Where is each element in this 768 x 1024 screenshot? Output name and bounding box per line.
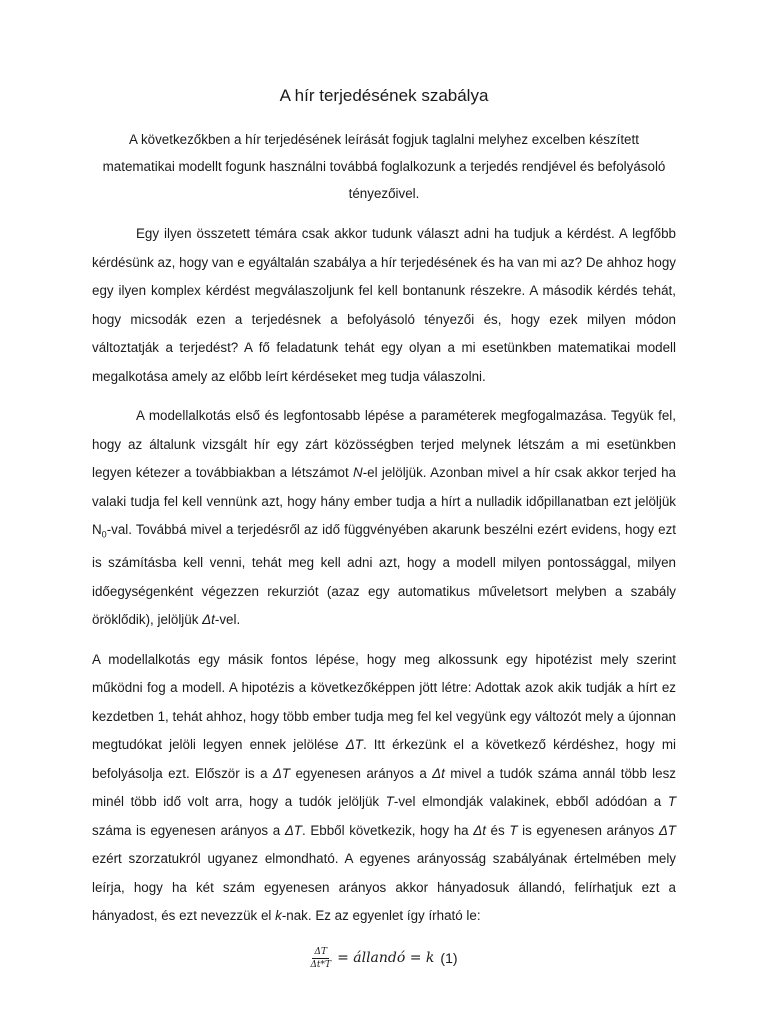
text-run: -vel elmondják valakinek, ebből adódóan a bbox=[393, 794, 668, 810]
symbol-delta-t: Δt bbox=[202, 612, 215, 628]
text-run: ezért szorzatukról ugyanez elmondható. A egyenes arányosság szabályának értelmében mely leírja, hogy ha két szám egyenesen arányos akkor hányadosuk állandó, felírhatjuk ezt a hányadost, és ezt nevezzük el bbox=[92, 851, 676, 924]
equation-number: (1) bbox=[440, 950, 458, 967]
symbol-delta-T: ΔT bbox=[658, 822, 676, 838]
symbol-N: N bbox=[353, 465, 363, 480]
text-run: . Itt érkezünk el a következő kérdéshez, hogy mi befolyásolja ezt. Először is a bbox=[92, 737, 676, 781]
text-run: egyenesen arányos a bbox=[290, 765, 433, 781]
symbol-delta-t: Δt bbox=[473, 822, 486, 838]
text-run: -vel. bbox=[214, 612, 241, 628]
text-run: . Ebből következik, hogy ha bbox=[301, 822, 474, 838]
equation-1 bbox=[92, 947, 676, 970]
symbol-T: T bbox=[509, 822, 518, 838]
paragraph-3 bbox=[92, 646, 676, 931]
text-run: száma is egyenesen arányos a bbox=[92, 822, 285, 838]
subscript-zero: 0 bbox=[101, 529, 107, 540]
equation-fraction bbox=[310, 947, 331, 970]
document-title: A hír terjedésének szabálya bbox=[279, 86, 489, 105]
symbol-delta-t: Δt bbox=[432, 765, 445, 781]
equation-rhs: = állandó = k bbox=[337, 950, 435, 967]
symbol-delta-T: ΔT bbox=[345, 737, 363, 753]
symbol-k: k bbox=[275, 908, 282, 924]
text-run: mivel a tudók száma annál több lesz minél több idő volt arra, hogy a tudók jelöljük bbox=[92, 765, 676, 810]
symbol-T: T bbox=[385, 794, 394, 810]
text-run: A modellalkotás első és legfontosabb lépése a paraméterek megfogalmazása. Tegyük fel, hogy az általunk vizsgált hír egy zárt közösségben terjed melynek létszám a mi esetünkben legyen kétezer a továbbiakban a létszámot bbox=[92, 408, 676, 480]
fraction-numerator: ΔT bbox=[314, 946, 327, 957]
symbol-delta-T: ΔT bbox=[284, 822, 302, 838]
text-run: -el jelöljük. Azonban mivel a hír csak akkor terjed ha valaki tudja fel kell vennünk azt, hogy hány ember tudja a hírt a nulladik időpillanatban ezt jelöljük N bbox=[92, 465, 676, 537]
text-run: és bbox=[485, 822, 510, 838]
symbol-T: T bbox=[667, 794, 676, 810]
fraction-denominator: Δt*T bbox=[310, 959, 332, 970]
text-run: -nak. Ez az egyenlet így írható le: bbox=[281, 908, 481, 924]
intro-paragraph: A következőkben a hír terjedésének leírását fogjuk taglalni melyhez excelben készített matematikai modellt fogunk használni továbbá foglalkozunk a terjedés rendjével és befolyásoló tényezőivel. bbox=[102, 132, 666, 201]
paragraph-1: Egy ilyen összetett témára csak akkor tudunk választ adni ha tudjuk a kérdést. A legfőbb kérdésünk az, hogy van e egyáltalán szabálya a hír terjedésének és ha van mi az? De ahhoz hogy egy ilyen komplex kérdést megválaszoljunk fel kell bontanunk részekre. A második kérdés tehát, hogy micsodák ezen a terjedésnek a befolyásoló tényezői és, hogy ezek milyen módon változtatják a terjedést? A fő feladatunk tehát egy olyan a mi esetünkben matematikai modell megalkotása amely az előbb leírt kérdéseket meg tudja válaszolni. bbox=[92, 226, 676, 384]
text-run: A modellalkotás egy másik fontos lépése, hogy meg alkossunk egy hipotézist mely szerint működni fog a modell. A hipotézis a következőképpen jött létre: Adottak azok akik tudják a hírt ez kezdetben 1, tehát ahhoz, hogy több ember tudja meg fel kel vegyünk egy változót mely a újonnan megtudókat jelöli legyen ennek jelölése bbox=[92, 651, 676, 753]
text-run: is egyenesen arányos bbox=[517, 822, 659, 838]
text-run: -val. Továbbá mivel a terjedésről az idő függvényében akarunk beszélni ezért evidens, hogy ezt is számításba kell venni, tehát meg kell adni azt, hogy a modell milyen pontossággal, milyen időegységenként végezzen rekurziót (azaz egy automatikus műveletsort melyben a szabály öröklődik), jelöljük bbox=[92, 522, 676, 628]
paragraph-2 bbox=[92, 402, 676, 635]
symbol-delta-T: ΔT bbox=[272, 765, 291, 781]
